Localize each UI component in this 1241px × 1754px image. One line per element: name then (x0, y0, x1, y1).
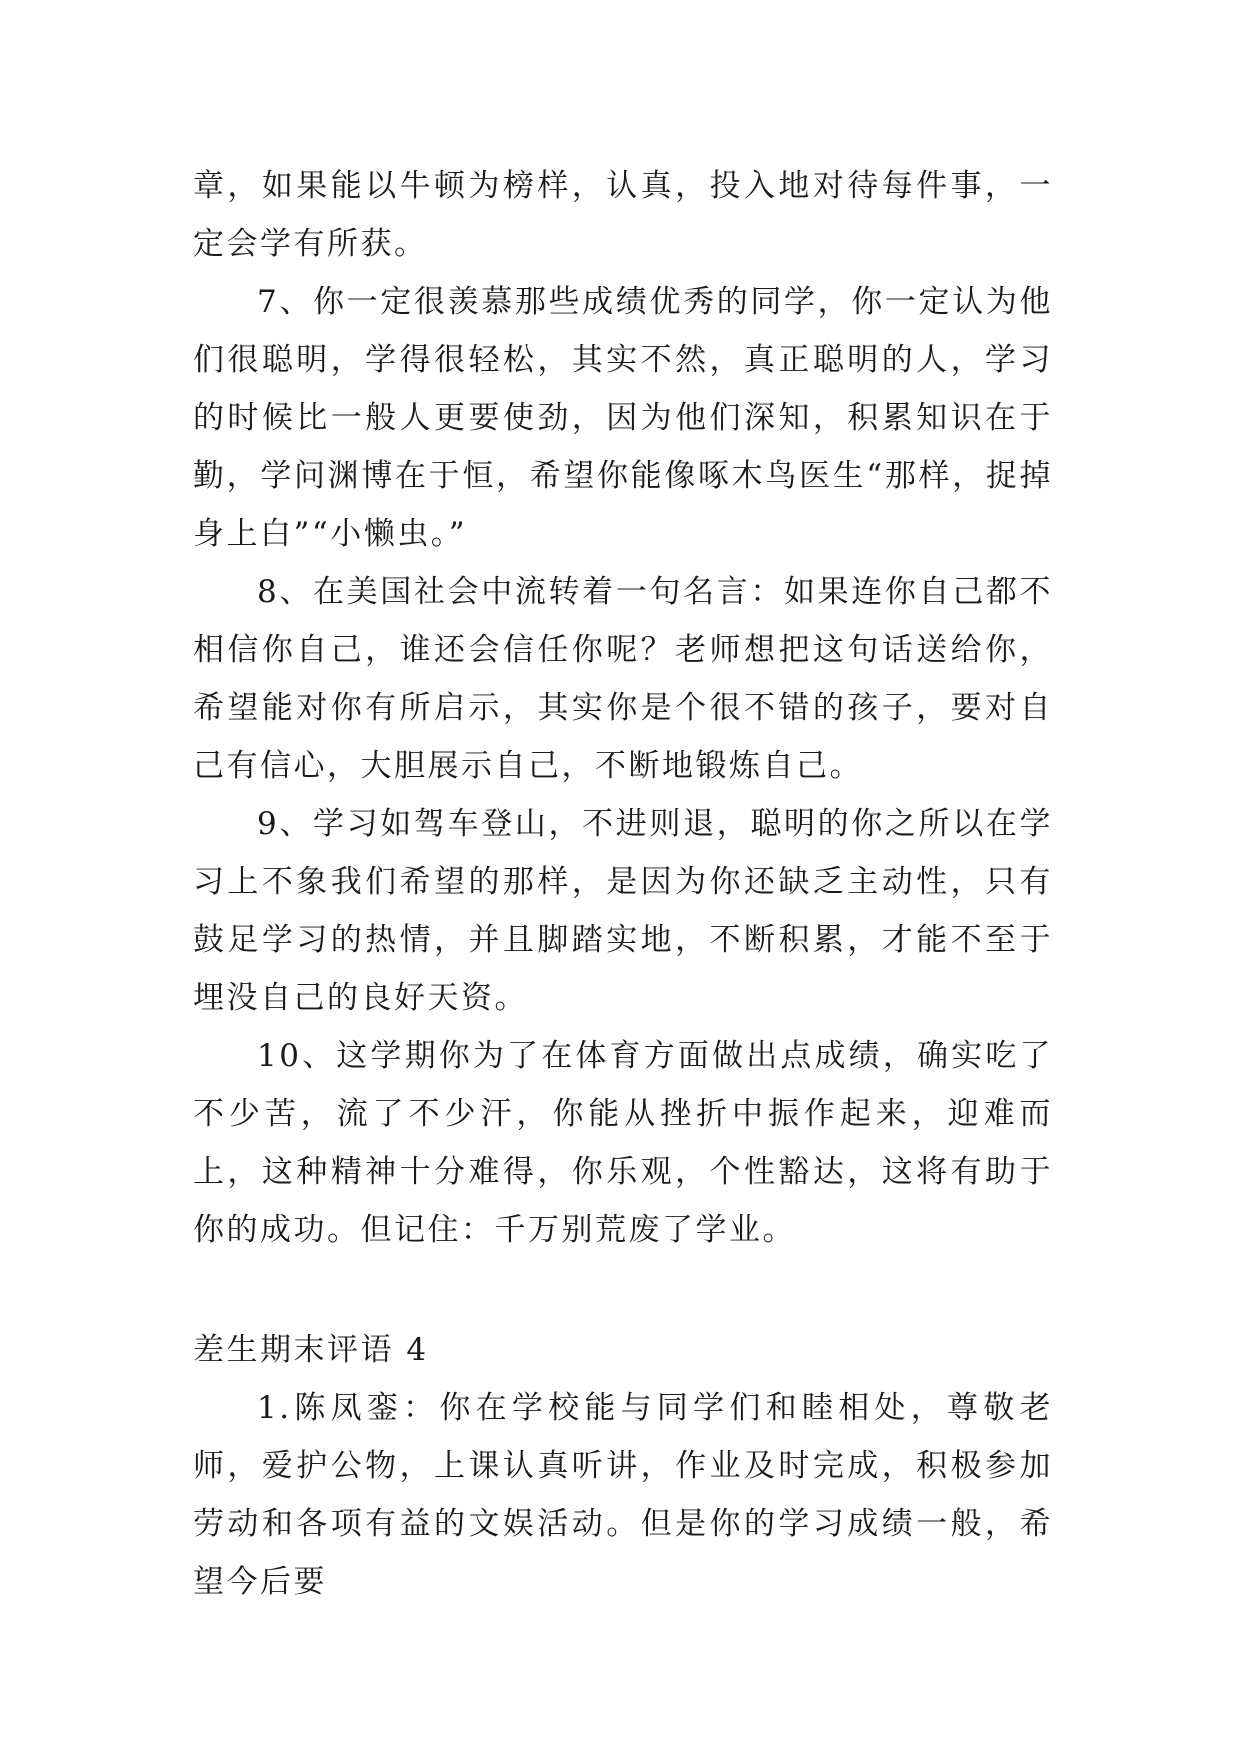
paragraph-continuation: 章，如果能以牛顿为榜样，认真，投入地对待每件事，一定会学有所获。 (193, 168, 1053, 262)
paragraph-item-10: 10、这学期你为了在体育方面做出点成绩，确实吃了不少苦，流了不少汗，你能从挫折中振作起来，迎难而上，这种精神十分难得，你乐观，个性豁达，这将有助于你的成功。但记住：千万别荒废了学业。 (193, 1038, 1053, 1248)
paragraph-item-8: 8、在美国社会中流转着一句名言：如果连你自己都不相信你自己，谁还会信任你呢？老师想把这句话送给你，希望能对你有所启示，其实你是个很不错的孩子，要对自己有信心，大胆展示自己，不断地锻炼自己。 (193, 574, 1053, 784)
document-body (193, 157, 1053, 1611)
section-heading: 差生期末评语 4 (193, 1332, 429, 1368)
paragraph-item-1: 1.陈凤銮：你在学校能与同学们和睦相处，尊敬老师，爱护公物，上课认真听讲，作业及时完成，积极参加劳动和各项有益的文娱活动。但是你的学习成绩一般，希望今后要 (193, 1390, 1053, 1600)
paragraph-item-9: 9、学习如驾车登山，不进则退，聪明的你之所以在学习上不象我们希望的那样，是因为你还缺乏主动性，只有鼓足学习的热情，并且脚踏实地，不断积累，才能不至于埋没自己的良好天资。 (193, 806, 1053, 1016)
paragraph-item-7: 7、你一定很羡慕那些成绩优秀的同学，你一定认为他们很聪明，学得很轻松，其实不然，真正聪明的人，学习的时候比一般人更要使劲，因为他们深知，积累知识在于勤，学问渊博在于恒，希望你能像啄木鸟医生“那样，捉掉身上白”“小懒虫。” (193, 284, 1053, 552)
